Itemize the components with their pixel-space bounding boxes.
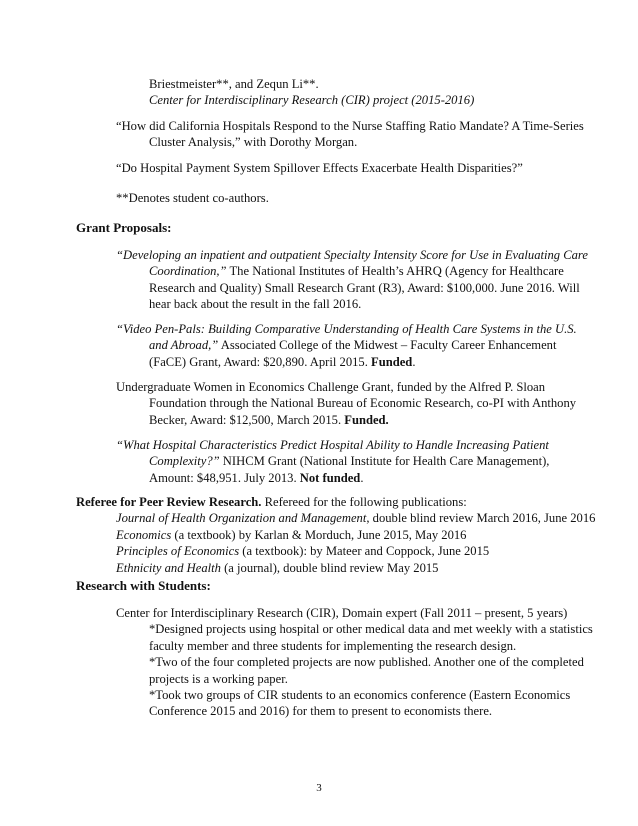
research-line: Center for Interdisciplinary Research (CIR), Domain expert (Fall 2011 – present, 5 years) — [116, 606, 568, 620]
grant-award: Amount: $48,951. July 2013. — [149, 470, 300, 485]
publication-title: Ethnicity and Health — [116, 560, 221, 575]
research-line: faculty member and three students for implementing the research design. — [149, 638, 517, 653]
paper-title-line: “How did California Hospitals Respond to the Nurse Staffing Ratio Mandate? A Time-Series — [116, 119, 584, 133]
research-line: Conference 2015 and 2016) for them to present to economists there. — [149, 704, 493, 719]
grant-line: Research and Quality) Small Research Grant (R3), Award: $100,000. June 2016. Will — [149, 280, 580, 295]
publication-detail: (a textbook) by Karlan & Morduch, June 2015, May 2016 — [171, 527, 467, 542]
research-line: *Two of the four completed projects are now published. Another one of the completed — [149, 655, 584, 670]
grant-line — [116, 263, 588, 279]
grant-title-line: “Video Pen-Pals: Building Comparative Understanding of Health Care Systems in the U.S. — [116, 322, 577, 336]
research-line: *Took two groups of CIR students to an economics conference (Eastern Economics — [149, 688, 571, 703]
grant-award: (FaCE) Grant, Award: $20,890. April 2015. — [149, 354, 372, 369]
research-entry — [116, 605, 593, 720]
section-heading-referee: Referee for Peer Review Research. — [76, 495, 262, 509]
grant-line — [116, 470, 549, 486]
grant-line — [116, 337, 577, 353]
grant-line: Foundation through the National Bureau of Economic Research, co-PI with Anthony — [149, 396, 577, 411]
grant-title-line: “Developing an inpatient and outpatient Specialty Intensity Score for Use in Evaluating Care — [116, 248, 588, 262]
publication-detail: (a journal), double blind review May 2015 — [220, 560, 439, 575]
section-heading-grants: Grant Proposals: — [76, 220, 172, 235]
grant-funder: The National Institutes of Health’s AHRQ (Agency for Healthcare — [226, 264, 564, 279]
student-note — [116, 190, 269, 206]
referee-heading-line — [76, 494, 595, 510]
publication-detail: , double blind review March 2016, June 2016 — [366, 511, 596, 526]
paper-entry — [116, 118, 584, 151]
publication-title: Principles of Economics — [116, 544, 240, 559]
grant-funder: NIHCM Grant (National Institute for Health Care Management), — [219, 454, 550, 469]
grant-entry — [116, 247, 588, 313]
coauthor-block — [149, 76, 474, 109]
grant-funder: Associated College of the Midwest – Faculty Career Enhancement — [218, 338, 557, 353]
referee-intro: Refereed for the following publications: — [261, 495, 467, 509]
grant-line — [116, 453, 549, 469]
coauthor-line: Briestmeister**, and Zequn Li**. — [149, 77, 319, 91]
grant-line: hear back about the result in the fall 2016. — [149, 297, 362, 312]
paper-title-line: “Do Hospital Payment System Spillover Effects Exacerbate Health Disparities?” — [116, 161, 523, 175]
punctuation: . — [360, 470, 364, 485]
grant-line: Undergraduate Women in Economics Challenge Grant, funded by the Alfred P. Sloan — [116, 380, 546, 394]
referee-item — [76, 527, 595, 543]
grant-line — [116, 412, 576, 428]
grant-award: Becker, Award: $12,500, March 2015. — [149, 412, 345, 427]
research-line: *Designed projects using hospital or other medical data and met weekly with a statistics — [149, 622, 593, 637]
section-heading-research: Research with Students: — [76, 578, 211, 593]
punctuation: . — [412, 354, 416, 369]
grant-entry — [116, 437, 549, 486]
student-note-text: **Denotes student co-authors. — [116, 191, 269, 205]
page-number: 3 — [316, 782, 322, 794]
paper-entry — [116, 160, 523, 176]
grant-status: Not funded — [299, 470, 361, 485]
grant-status: Funded. — [344, 412, 389, 427]
grant-line — [116, 354, 577, 370]
publication-detail: (a textbook): by Mateer and Coppock, June 2015 — [239, 544, 490, 559]
research-line: projects is a working paper. — [149, 671, 288, 686]
referee-item — [76, 560, 595, 576]
grant-entry — [116, 321, 577, 370]
publication-title: Journal of Health Organization and Management — [116, 511, 367, 526]
referee-item — [76, 510, 595, 526]
referee-item — [76, 543, 595, 559]
referee-section — [76, 494, 595, 576]
grant-title-end: Coordination,” — [149, 264, 227, 279]
paper-coauthor-line: Cluster Analysis,” with Dorothy Morgan. — [149, 135, 358, 150]
cir-project-line: Center for Interdisciplinary Research (CIR) project (2015-2016) — [149, 93, 475, 108]
grant-title-end: Complexity?” — [149, 454, 220, 469]
grant-title-line: “What Hospital Characteristics Predict Hospital Ability to Handle Increasing Patient — [116, 438, 549, 452]
grant-entry — [116, 379, 576, 428]
grant-status: Funded — [371, 354, 413, 369]
grant-title-end: and Abroad,” — [149, 338, 219, 353]
publication-title: Economics — [116, 527, 172, 542]
